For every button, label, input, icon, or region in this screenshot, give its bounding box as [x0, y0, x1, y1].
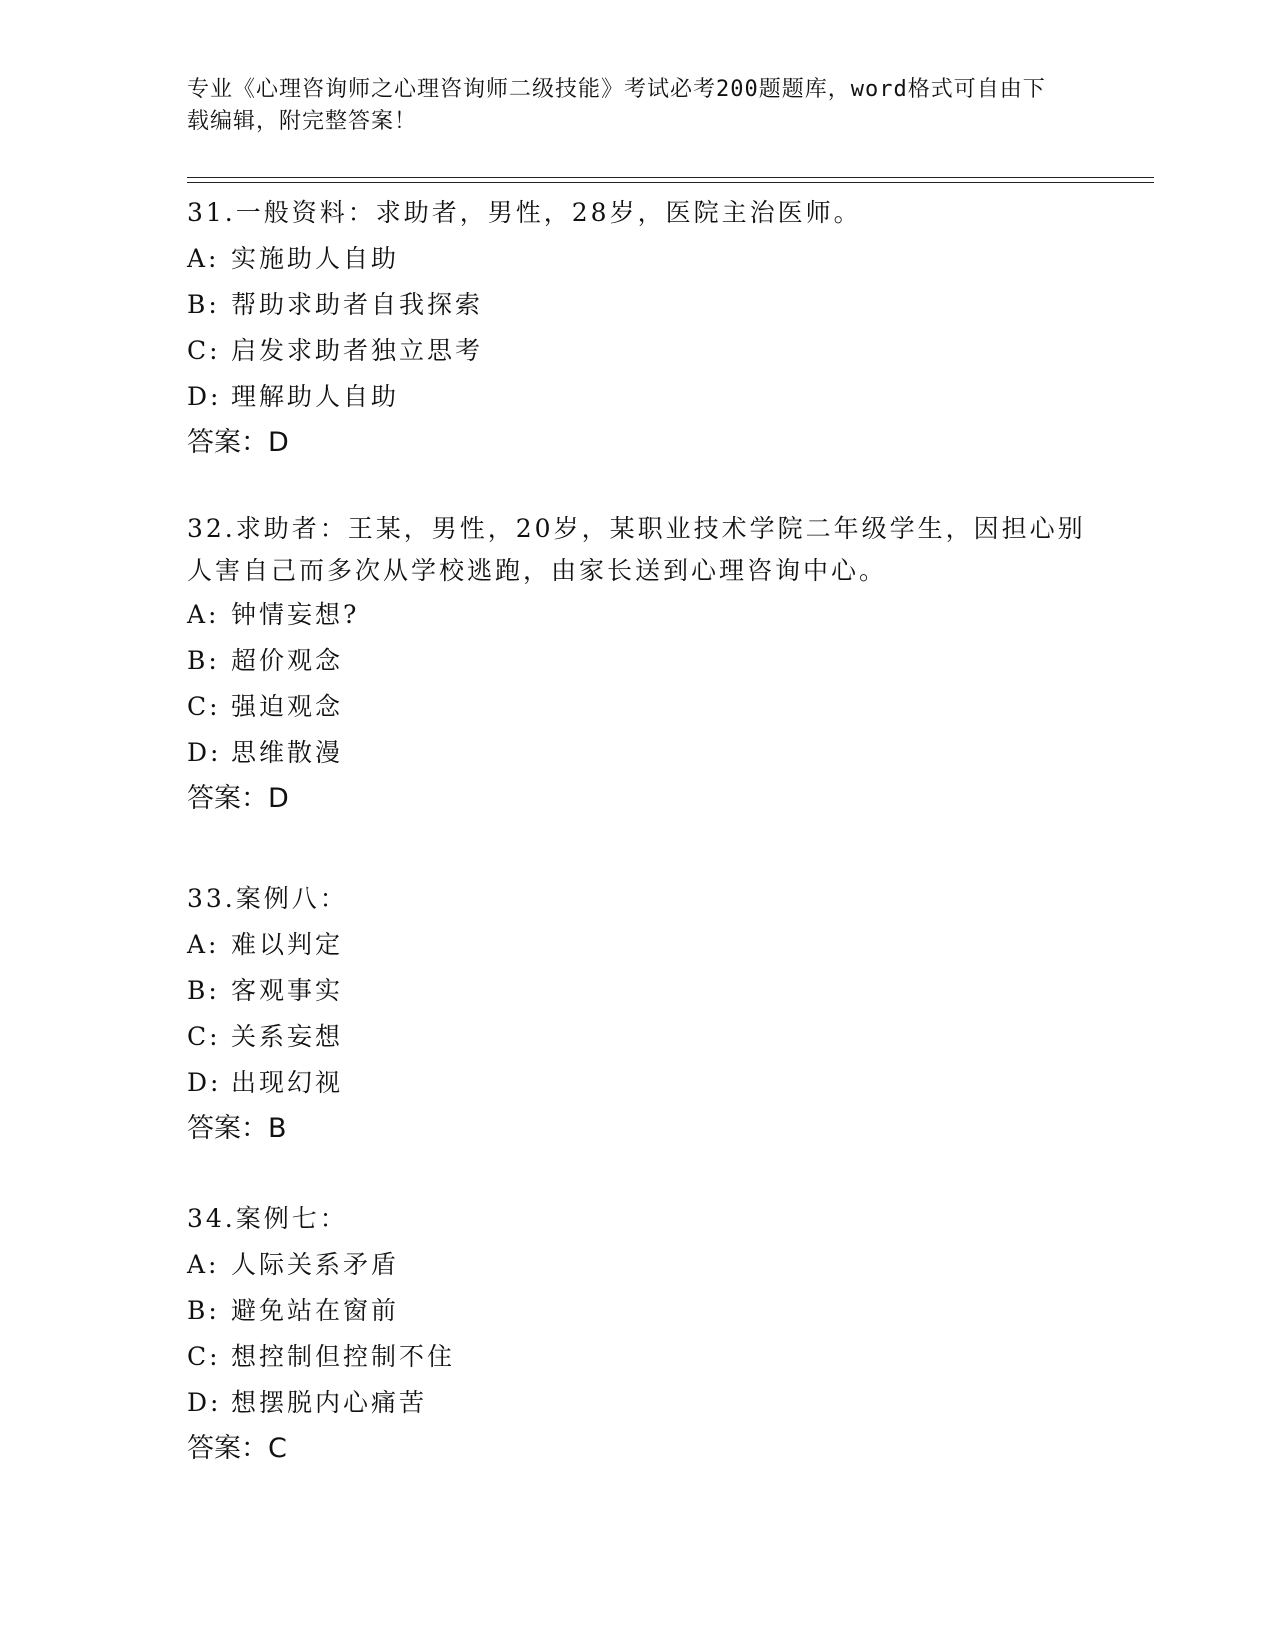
option-letter: C:: [187, 1022, 221, 1051]
option-a: [187, 1242, 1087, 1288]
document-header: 专业《心理咨询师之心理咨询师二级技能》考试必考200题题库，word格式可自由下载编辑，附完整答案！: [187, 77, 1046, 134]
option-text: 难以判定: [231, 930, 344, 959]
option-c: [187, 1014, 1087, 1060]
option-text: 理解助人自助: [231, 382, 400, 411]
option-c: [187, 684, 1087, 730]
option-d: [187, 374, 1087, 420]
option-text: 实施助人自助: [231, 244, 400, 273]
option-d: [187, 1380, 1087, 1426]
option-a: [187, 236, 1087, 282]
option-a: [187, 592, 1087, 638]
answer-line: 答案：C: [187, 1433, 287, 1464]
answer-line: 答案：B: [187, 1113, 287, 1144]
answer-line: 答案：D: [187, 427, 289, 458]
option-text: 想摆脱内心痛苦: [231, 1388, 428, 1417]
option-c: [187, 328, 1087, 374]
option-d: [187, 730, 1087, 776]
option-letter: D:: [187, 1068, 222, 1097]
option-letter: B:: [187, 1296, 220, 1325]
option-letter: C:: [187, 1342, 221, 1371]
header-divider-top: [187, 177, 1154, 178]
option-letter: C:: [187, 692, 221, 721]
header-divider-bottom: [187, 182, 1154, 183]
question-stem: 34.案例七：: [187, 1204, 348, 1233]
option-letter: D:: [187, 738, 222, 767]
question-32: [187, 508, 1087, 822]
option-letter: D:: [187, 382, 222, 411]
question-34: [187, 1196, 1087, 1472]
option-letter: B:: [187, 976, 220, 1005]
option-letter: D:: [187, 1388, 222, 1417]
option-letter: B:: [187, 646, 220, 675]
question-stem: 32.求助者：王某，男性，20岁，某职业技术学院二年级学生，因担心别人害自己而多次从学校逃跑，由家长送到心理咨询中心。: [187, 514, 1086, 585]
option-text: 想控制但控制不住: [231, 1342, 456, 1371]
option-letter: A:: [187, 244, 220, 273]
question-31: [187, 190, 1087, 466]
option-text: 避免站在窗前: [231, 1296, 400, 1325]
option-c: [187, 1334, 1087, 1380]
option-b: [187, 282, 1087, 328]
option-text: 超价观念: [231, 646, 344, 675]
question-stem: 31.一般资料：求助者，男性，28岁，医院主治医师。: [187, 198, 862, 227]
option-text: 钟情妄想?: [231, 600, 360, 629]
option-letter: B:: [187, 290, 220, 319]
option-b: [187, 1288, 1087, 1334]
option-text: 思维散漫: [231, 738, 344, 767]
option-text: 出现幻视: [231, 1068, 344, 1097]
option-b: [187, 638, 1087, 684]
option-text: 启发求助者独立思考: [231, 336, 484, 365]
option-text: 人际关系矛盾: [231, 1250, 400, 1279]
option-text: 关系妄想: [231, 1022, 344, 1051]
question-33: [187, 876, 1087, 1152]
question-stem: 33.案例八：: [187, 884, 348, 913]
option-text: 帮助求助者自我探索: [231, 290, 484, 319]
option-letter: C:: [187, 336, 221, 365]
option-b: [187, 968, 1087, 1014]
option-d: [187, 1060, 1087, 1106]
option-letter: A:: [187, 600, 220, 629]
option-letter: A:: [187, 930, 220, 959]
answer-line: 答案：D: [187, 783, 289, 814]
option-letter: A:: [187, 1250, 220, 1279]
option-text: 强迫观念: [231, 692, 344, 721]
option-text: 客观事实: [231, 976, 344, 1005]
option-a: [187, 922, 1087, 968]
